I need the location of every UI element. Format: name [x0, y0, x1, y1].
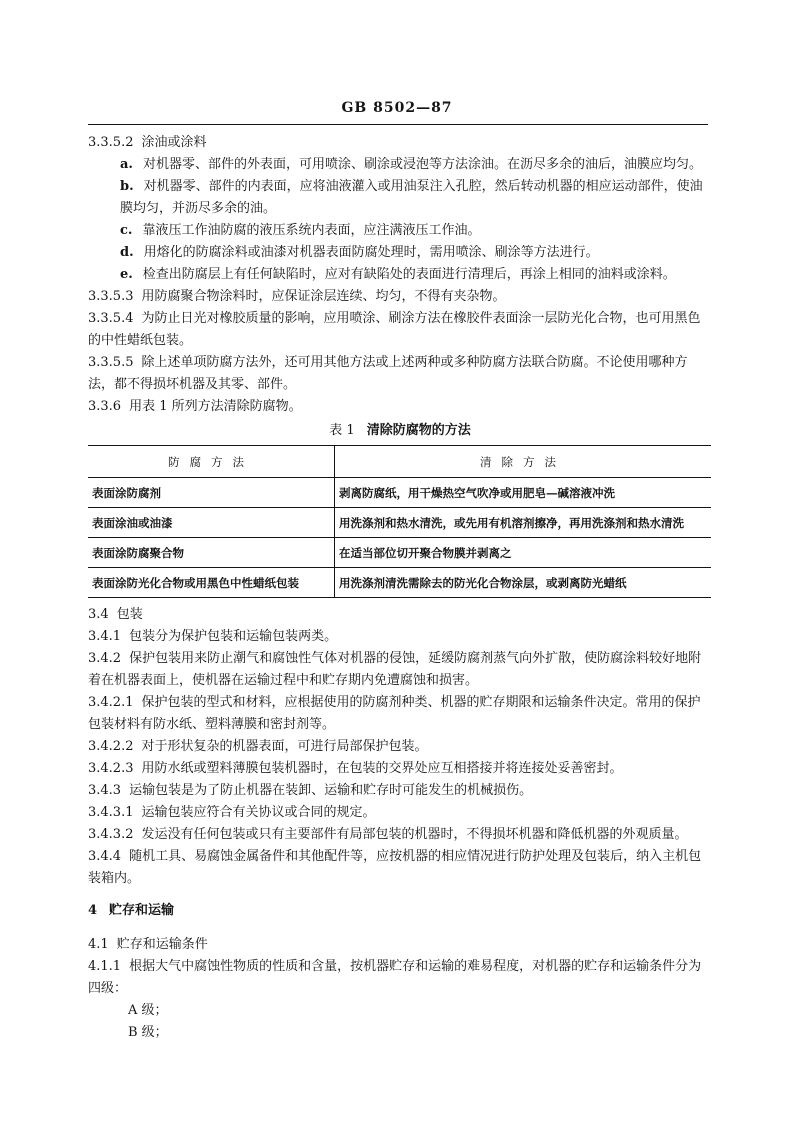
paragraph [88, 176, 712, 220]
paragraph-text: 用表 1 所列方法清除防腐物。 [129, 399, 302, 414]
paragraph [88, 352, 712, 396]
table-caption-title: 清除防腐物的方法 [366, 423, 471, 438]
table-header-row [88, 446, 711, 478]
paragraph-text: 保护包装用来防止潮气和腐蚀性气体对机器的侵蚀，延缓防腐剂蒸气向外扩散，使防腐涂料较好地附着在机器表面上，使机器在运输过程中和贮存期内免遭腐蚀和损害。 [88, 651, 702, 688]
paragraph [88, 626, 712, 648]
table-row [88, 478, 711, 508]
paragraph [88, 154, 712, 176]
table-cell: 剥离防腐纸，用干燥热空气吹净或用肥皂—碱溶液冲洗 [335, 478, 712, 508]
section-3-3-5 [88, 132, 712, 418]
table-caption-number: 表 1 [329, 423, 355, 438]
clause-number: 3.4.4 [88, 849, 122, 864]
grade-item: B 级； [128, 1025, 168, 1040]
table-cell: 表面涂防腐聚合物 [88, 538, 335, 568]
paragraph-text: 运输包装应符合有关协议或合同的规定。 [141, 805, 376, 820]
paragraph-text: 贮存和运输条件 [116, 937, 208, 952]
paragraph [88, 692, 712, 736]
paragraph-text: 保护包装的型式和材料，应根据使用的防腐剂种类、机器的贮存期限和运输条件决定。常用的保护包装材料有防水纸、塑料薄膜和密封剂等。 [88, 695, 701, 732]
paragraph [88, 956, 712, 1000]
table-cell: 在适当部位切开聚合物膜并剥离之 [335, 538, 712, 568]
paragraph-text: 随机工具、易腐蚀金属备件和其他配件等，应按机器的相应情况进行防护处理及包装后，纳入主机包装箱内。 [88, 849, 702, 886]
item-label: b. [120, 179, 134, 194]
table-header-cell: 防腐方法 [88, 446, 335, 478]
table-row [88, 508, 711, 538]
clause-number: 3.3.5.5 [88, 355, 134, 370]
paragraph-text: 靠液压工作油防腐的液压系统内表面，应注满液压工作油。 [142, 223, 481, 238]
table-cell: 表面涂防光化合物或用黑色中性蜡纸包装 [88, 568, 335, 598]
section-4-body [88, 934, 712, 1000]
item-label: c. [120, 223, 133, 238]
paragraph [88, 802, 712, 824]
paragraph-text: 用防水纸或塑料薄膜包装机器时，在包装的交界处应互相搭接并将连接处妥善密封。 [141, 761, 623, 776]
table-row [88, 568, 711, 598]
paragraph-text: 发运没有任何包装或只有主要部件有局部包装的机器时，不得损坏机器和降低机器的外观质量。 [141, 827, 688, 842]
grade-item: A 级； [128, 1003, 168, 1018]
document-body [88, 132, 712, 1044]
section-3-4 [88, 604, 712, 890]
paragraph-text: 对机器零、部件的外表面，可用喷涂、刷涂或浸泡等方法涂油。在沥尽多余的油后，油膜应均匀。 [142, 157, 702, 172]
paragraph-text: 用熔化的防腐涂料或油漆对机器表面防腐处理时，需用喷涂、刷涂等方法进行。 [143, 245, 599, 260]
paragraph [88, 308, 712, 352]
paragraph [88, 286, 712, 308]
table-cell: 用洗涤剂和热水清洗，或先用有机溶剂擦净，再用洗涤剂和热水清洗 [335, 508, 712, 538]
clause-number: 3.4.2 [88, 651, 122, 666]
cleaning-methods-table [88, 445, 711, 598]
paragraph-text: 检查出防腐层上有任何缺陷时，应对有缺陷处的表面进行清理后，再涂上相同的油料或涂料。 [142, 267, 676, 282]
paragraph [88, 220, 712, 242]
paragraph [88, 934, 712, 956]
paragraph-text: 对机器零、部件的内表面，应将油液灌入或用油泵注入孔腔，然后转动机器的相应运动部件，使油膜均匀，并沥尽多余的油。 [120, 179, 703, 216]
paragraph [88, 604, 712, 626]
clause-number: 3.3.5.2 [88, 135, 134, 150]
section-4-heading [88, 900, 712, 922]
paragraph [88, 846, 712, 890]
item-label: a. [120, 157, 133, 172]
clause-number: 3.3.5.4 [88, 311, 134, 326]
table-cell: 表面涂油或油漆 [88, 508, 335, 538]
clause-number: 3.3.5.3 [88, 289, 134, 304]
paragraph-text: 用防腐聚合物涂料时，应保证涂层连续、均匀，不得有夹杂物。 [141, 289, 506, 304]
clause-number: 3.4.2.1 [88, 695, 134, 710]
item-label: d. [120, 245, 134, 260]
paragraph-text: 除上述单项防腐方法外，还可用其他方法或上述两种或多种防腐方法联合防腐。不论使用哪种方法，都不得损坏机器及其零、部件。 [88, 355, 688, 392]
paragraph-text: 根据大气中腐蚀性物质的性质和含量，按机器贮存和运输的难易程度，对机器的贮存和运输条件分为四级： [88, 959, 702, 996]
paragraph-text: 对于形状复杂的机器表面，可进行局部保护包装。 [141, 739, 428, 754]
table-header-cell: 清除方法 [335, 446, 712, 478]
paragraph [88, 780, 712, 802]
header-rule [88, 124, 708, 125]
item-label: e. [120, 267, 133, 282]
clause-number: 3.4.3 [88, 783, 122, 798]
paragraph [88, 396, 712, 418]
table-cell: 用洗涤剂清洗需除去的防光化合物涂层，或剥离防光蜡纸 [335, 568, 712, 598]
paragraph [88, 242, 712, 264]
page-header: GB 8502—87 [341, 100, 453, 116]
section-number: 4 [88, 903, 98, 918]
paragraph [88, 648, 712, 692]
clause-number: 3.4.2.3 [88, 761, 134, 776]
paragraph-text: 涂油或涂料 [141, 135, 207, 150]
paragraph [88, 264, 712, 286]
paragraph [88, 758, 712, 780]
clause-number: 3.4 [88, 607, 109, 622]
table-caption [88, 420, 712, 442]
clause-number: 3.4.2.2 [88, 739, 134, 754]
table-row [88, 538, 711, 568]
paragraph [88, 736, 712, 758]
paragraph-text: 运输包装是为了防止机器在装卸、运输和贮存时可能发生的机械损伤。 [129, 783, 533, 798]
paragraph-text: 为防止日光对橡胶质量的影响，应用喷涂、刷涂方法在橡胶件表面涂一层防光化合物，也可用黑色的中性蜡纸包装。 [88, 311, 701, 348]
paragraph-text: 包装 [116, 607, 143, 622]
clause-number: 3.4.1 [88, 629, 122, 644]
section-title: 贮存和运输 [109, 903, 175, 918]
clause-number: 3.4.3.2 [88, 827, 134, 842]
clause-number: 4.1 [88, 937, 109, 952]
paragraph [88, 132, 712, 154]
clause-number: 3.4.3.1 [88, 805, 134, 820]
paragraph [88, 824, 712, 846]
clause-number: 4.1.1 [88, 959, 122, 974]
clause-number: 3.3.6 [88, 399, 122, 414]
paragraph-text: 包装分为保护包装和运输包装两类。 [129, 629, 338, 644]
table-cell: 表面涂防腐剂 [88, 478, 335, 508]
